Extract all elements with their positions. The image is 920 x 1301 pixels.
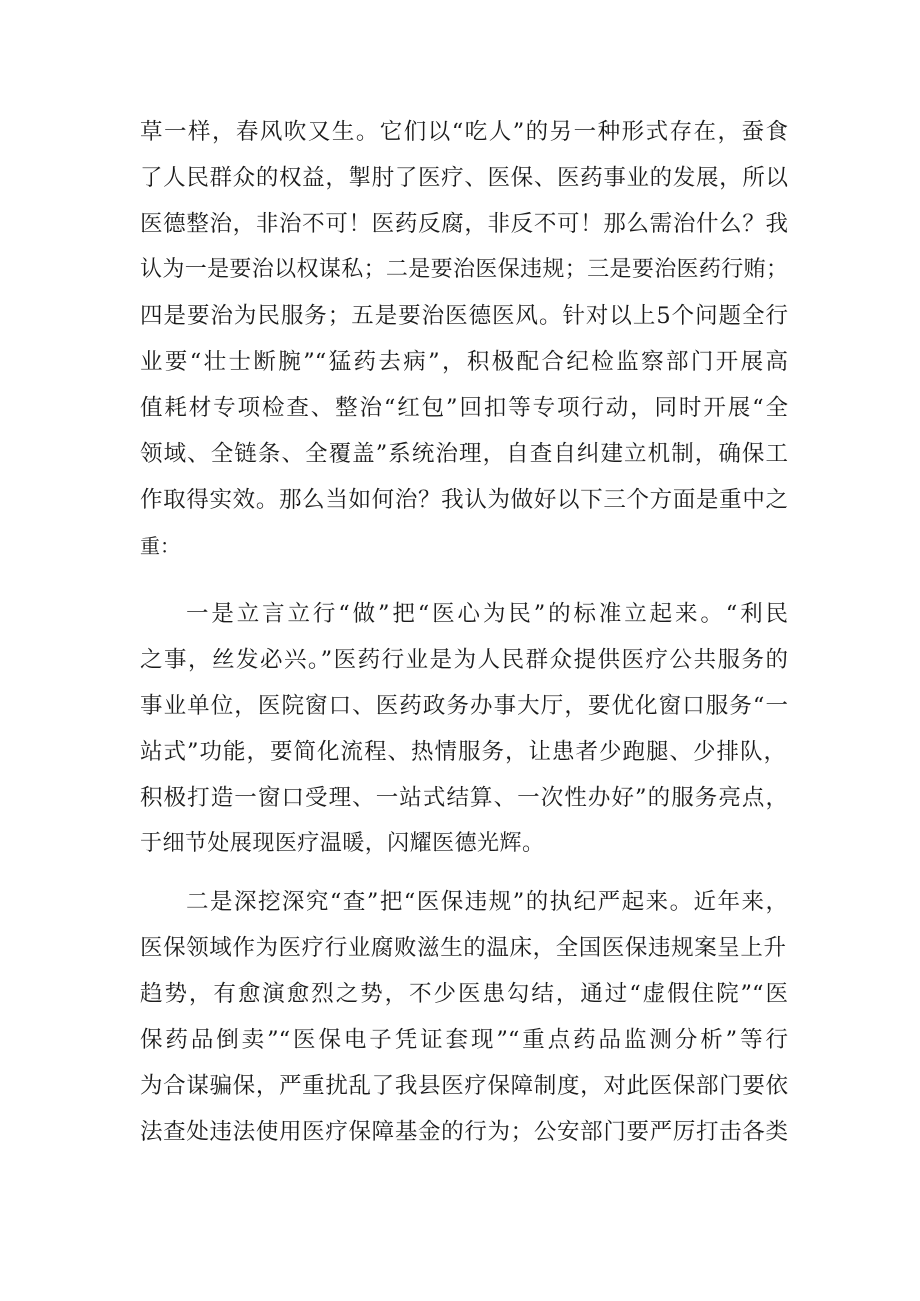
paragraph-1-line-2: 了人民群众的权益，掣肘了医疗、医保、医药事业的发展，所以 (140, 165, 788, 191)
paragraph-1-line-5: 四是要治为民服务；五是要治医德医风。针对以上5个问题全行 (140, 303, 788, 329)
paragraph-3-line-2: 医保领域作为医疗行业腐败滋生的温床，全国医保违规案呈上升 (140, 935, 786, 961)
paragraph-1-line-9: 作取得实效。那么当如何治？我认为做好以下三个方面是重中之 (140, 487, 788, 513)
paragraph-1-line-4: 认为一是要治以权谋私；二是要治医保违规；三是要治医药行贿； (140, 257, 788, 282)
paragraph-1-line-1: 草一样，春风吹又生。它们以“吃人”的另一种形式存在，蚕食 (140, 119, 788, 145)
paragraph-1-line-3: 医德整治，非治不可！医药反腐，非反不可！那么需治什么？我 (140, 211, 788, 237)
paragraph-3-line-6: 法查处违法使用医疗保障基金的行为；公安部门要严厉打击各类 (140, 1119, 788, 1145)
paragraph-1-line-10: 重： (140, 534, 180, 558)
paragraph-1-line-6: 业要“壮士断腕”“猛药去病”，积极配合纪检监察部门开展高 (140, 349, 788, 375)
paragraph-3-line-4: 保药品倒卖”“医保电子凭证套现”“重点药品监测分析”等行 (140, 1027, 788, 1053)
paragraph-3-line-3: 趋势，有愈演愈烈之势，不少医患勾结，通过“虚假住院”“医 (140, 981, 788, 1007)
paragraph-2-line-1: 一是立言立行“做”把“医心为民”的标准立起来。“利民 (186, 601, 788, 627)
paragraph-3-line-5: 为合谋骗保，严重扰乱了我县医疗保障制度，对此医保部门要依 (140, 1073, 788, 1099)
paragraph-2-line-2: 之事，丝发必兴。”医药行业是为人民群众提供医疗公共服务的 (140, 647, 788, 673)
paragraph-1-line-8: 领域、全链条、全覆盖”系统治理，自查自纠建立机制，确保工 (140, 441, 788, 467)
paragraph-3-line-1: 二是深挖深究“查”把“医保违规”的执纪严起来。近年来， (186, 889, 788, 915)
paragraph-2-line-3: 事业单位，医院窗口、医药政务办事大厅，要优化窗口服务“一 (140, 693, 788, 719)
paragraph-1-line-7: 值耗材专项检查、整治“红包”回扣等专项行动，同时开展“全 (140, 395, 788, 421)
paragraph-2-line-6: 于细节处展现医疗温暖，闪耀医德光辉。 (140, 831, 544, 856)
paragraph-2-line-4: 站式”功能，要简化流程、热情服务，让患者少跑腿、少排队， (140, 739, 786, 765)
paragraph-2-line-5: 积极打造一窗口受理、一站式结算、一次性办好”的服务亮点， (140, 785, 788, 811)
